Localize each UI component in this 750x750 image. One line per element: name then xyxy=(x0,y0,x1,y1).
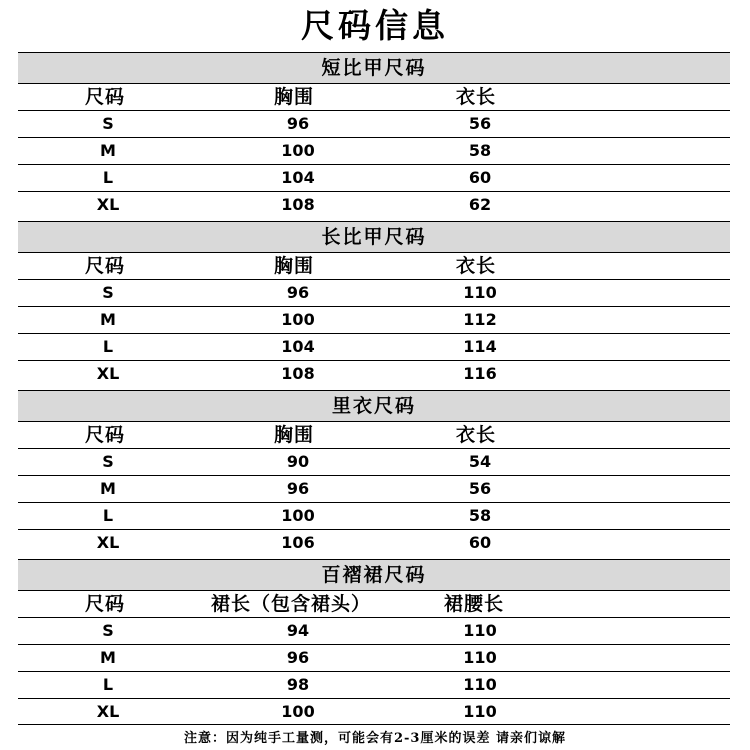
cell-skirt-length: 98 xyxy=(286,675,310,694)
table-row xyxy=(18,191,730,218)
size-section-short-vest xyxy=(18,52,730,218)
cell-skirt-length: 96 xyxy=(286,648,310,667)
cell-size: XL xyxy=(96,533,120,552)
table-row xyxy=(18,279,730,306)
header-chest: 胸围 xyxy=(274,424,315,446)
table-row xyxy=(18,617,730,644)
cell-size: M xyxy=(100,310,116,329)
cell-size: XL xyxy=(96,364,120,383)
cell-chest: 108 xyxy=(281,195,315,214)
header-skirt-length: 裙长（包含裙头） xyxy=(211,593,372,615)
table-row xyxy=(18,671,730,698)
cell-length: 116 xyxy=(463,364,497,383)
cell-size: S xyxy=(102,283,114,302)
table-row xyxy=(18,529,730,556)
footnote: 注意：因为纯手工量测，可能会有2-3厘米的误差 请亲们谅解 xyxy=(183,731,566,746)
cell-chest: 104 xyxy=(281,168,315,187)
cell-chest: 100 xyxy=(281,141,315,160)
cell-skirt-length: 94 xyxy=(286,621,310,640)
cell-size: M xyxy=(100,479,116,498)
table-row xyxy=(18,333,730,360)
table-row xyxy=(18,475,730,502)
cell-skirt-length: 100 xyxy=(281,702,315,721)
header-length: 衣长 xyxy=(456,255,497,277)
header-row xyxy=(18,591,730,617)
cell-length: 114 xyxy=(463,337,497,356)
section-title: 长比甲尺码 xyxy=(18,221,730,253)
cell-length: 60 xyxy=(468,533,492,552)
cell-size: S xyxy=(102,452,114,471)
cell-length: 56 xyxy=(468,114,492,133)
cell-size: L xyxy=(102,506,114,525)
cell-waist-length: 110 xyxy=(463,648,497,667)
header-size: 尺码 xyxy=(85,424,126,446)
size-section-inner-garment xyxy=(18,390,730,556)
table-row xyxy=(18,644,730,671)
header-chest: 胸围 xyxy=(274,255,315,277)
table-row xyxy=(18,448,730,475)
cell-chest: 96 xyxy=(286,114,310,133)
table-row xyxy=(18,360,730,387)
cell-length: 112 xyxy=(463,310,497,329)
cell-length: 54 xyxy=(468,452,492,471)
cell-size: M xyxy=(100,648,116,667)
cell-size: M xyxy=(100,141,116,160)
size-section-long-vest xyxy=(18,221,730,387)
cell-size: S xyxy=(102,621,114,640)
header-size: 尺码 xyxy=(85,86,126,108)
header-row xyxy=(18,84,730,110)
cell-waist-length: 110 xyxy=(463,675,497,694)
cell-length: 110 xyxy=(463,283,497,302)
cell-chest: 96 xyxy=(286,479,310,498)
cell-chest: 104 xyxy=(281,337,315,356)
cell-length: 58 xyxy=(468,141,492,160)
header-length: 衣长 xyxy=(456,86,497,108)
cell-size: L xyxy=(102,675,114,694)
cell-chest: 106 xyxy=(281,533,315,552)
header-size: 尺码 xyxy=(85,255,126,277)
cell-waist-length: 110 xyxy=(463,621,497,640)
table-row xyxy=(18,137,730,164)
section-title: 百褶裙尺码 xyxy=(18,559,730,591)
size-section-pleated-skirt xyxy=(18,559,730,725)
cell-length: 60 xyxy=(468,168,492,187)
cell-length: 56 xyxy=(468,479,492,498)
cell-length: 62 xyxy=(468,195,492,214)
table-row xyxy=(18,306,730,333)
table-row xyxy=(18,502,730,529)
cell-chest: 108 xyxy=(281,364,315,383)
section-title: 短比甲尺码 xyxy=(18,52,730,84)
header-waist-length: 裙腰长 xyxy=(444,593,505,615)
cell-size: XL xyxy=(96,195,120,214)
header-row xyxy=(18,253,730,279)
section-title: 里衣尺码 xyxy=(18,390,730,422)
table-row xyxy=(18,164,730,191)
cell-waist-length: 110 xyxy=(463,702,497,721)
cell-size: L xyxy=(102,168,114,187)
table-row xyxy=(18,698,730,725)
header-size: 尺码 xyxy=(85,593,126,615)
cell-length: 58 xyxy=(468,506,492,525)
header-length: 衣长 xyxy=(456,424,497,446)
cell-chest: 100 xyxy=(281,506,315,525)
cell-size: XL xyxy=(96,702,120,721)
cell-size: S xyxy=(102,114,114,133)
header-chest: 胸围 xyxy=(274,86,315,108)
cell-chest: 90 xyxy=(286,452,310,471)
table-row xyxy=(18,110,730,137)
header-row xyxy=(18,422,730,448)
cell-chest: 100 xyxy=(281,310,315,329)
cell-chest: 96 xyxy=(286,283,310,302)
page-title: 尺码信息 xyxy=(301,6,449,45)
cell-size: L xyxy=(102,337,114,356)
